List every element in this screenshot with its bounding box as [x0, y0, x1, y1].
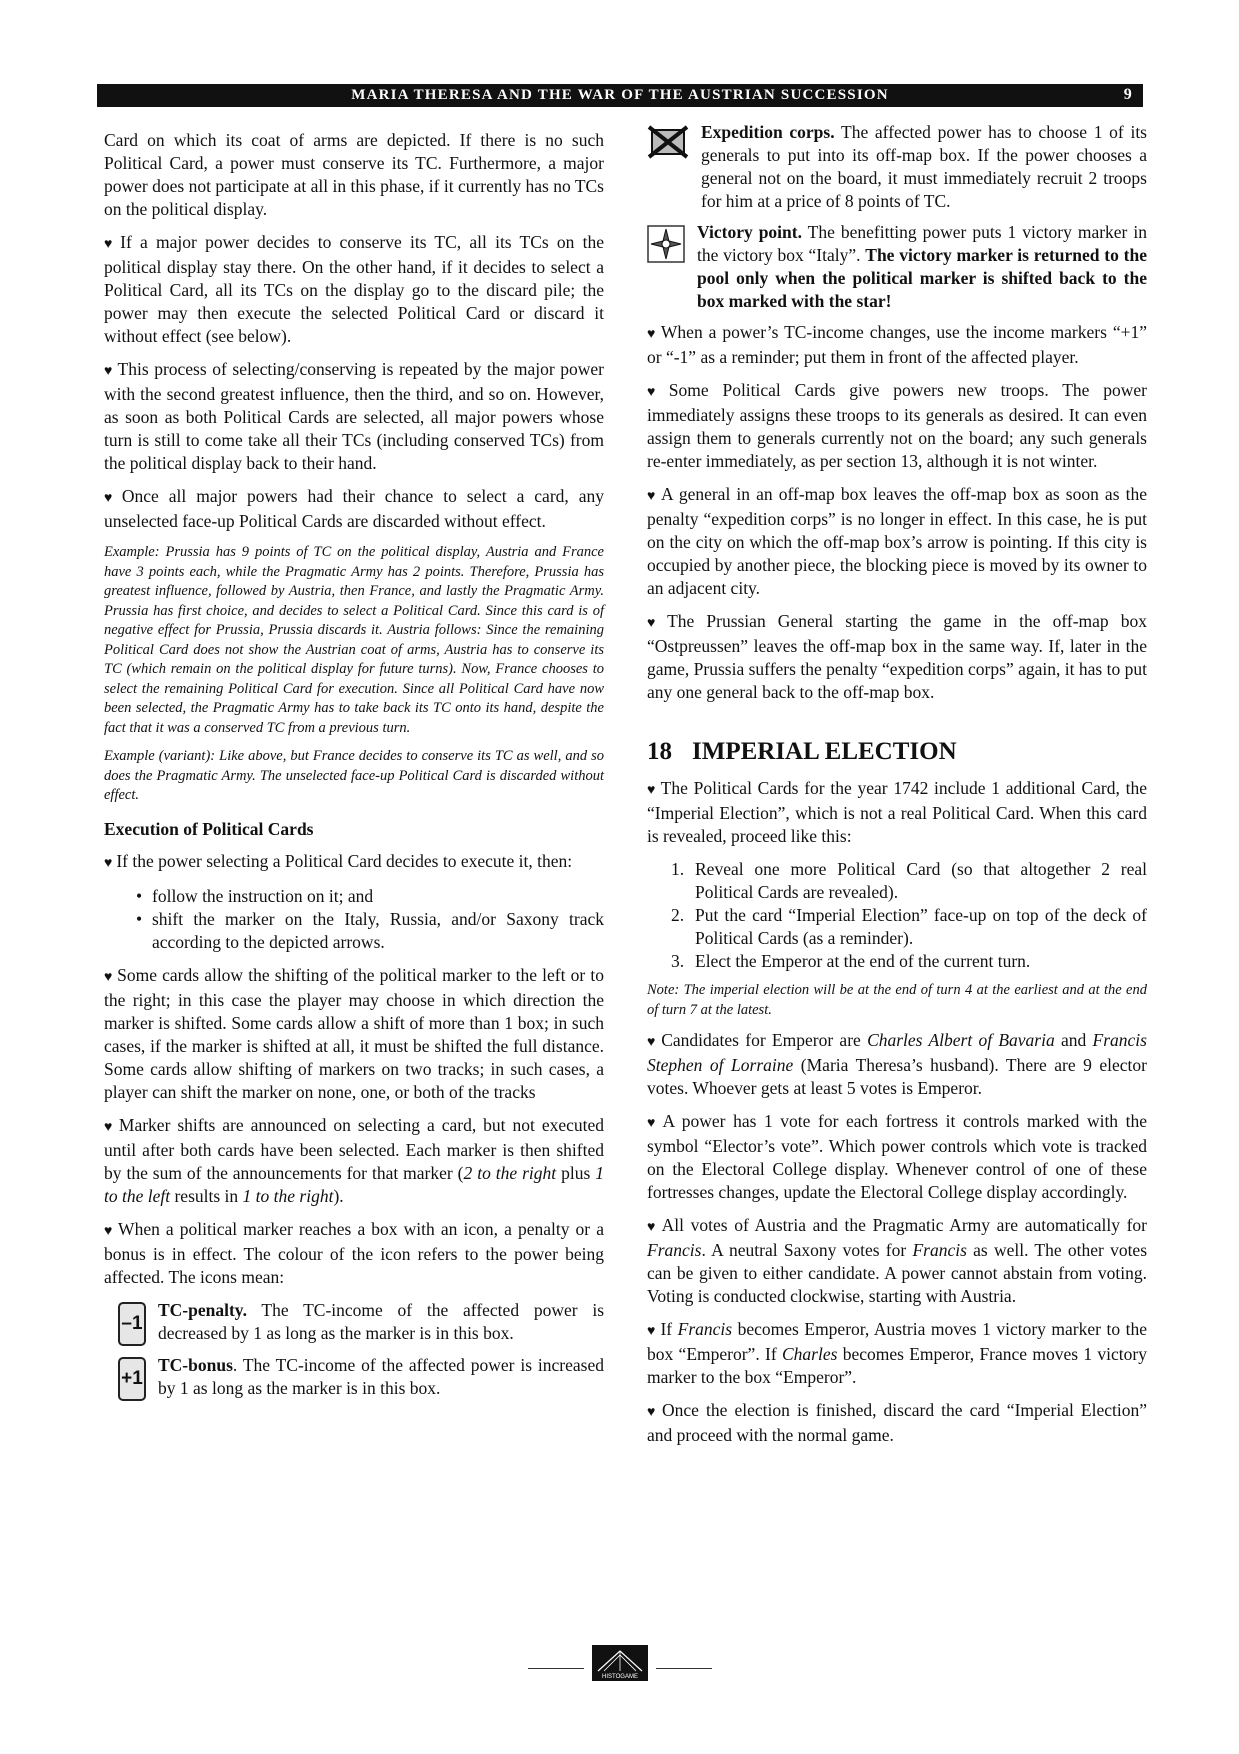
heart-icon: ♥ [647, 1405, 659, 1420]
heart-icon: ♥ [104, 237, 117, 252]
paragraph: Card on which its coat of arms are depicted. If there is no such Political Card, a power must conserve its TC. Furthermore, a major power does not participate at all in this phase, if it currently has no TCs on the political display. [104, 130, 604, 219]
tc-bonus-icon: +1 [118, 1357, 146, 1401]
page-header [97, 84, 1143, 107]
svg-text:HISTOGAME: HISTOGAME [602, 1674, 638, 1680]
heart-icon: ♥ [104, 1223, 115, 1239]
compass-star-icon [647, 225, 685, 269]
paragraph: ♥ When a power’s TC-income changes, use the income markers “+1” or “-1” as a reminder; put them in front of the affected player. [647, 322, 1147, 367]
list-item: 1. Reveal one more Political Card (so that altogether 2 real Political Cards are revealed). [671, 859, 1147, 902]
running-title: MARIA THERESA AND THE WAR OF THE AUSTRIAN SUCCESSION [351, 87, 889, 103]
footer-rule [656, 1668, 712, 1669]
note-text: Note: The imperial election will be at the end of turn 4 at the earliest and at the end of turn 7 at the latest. [647, 982, 1147, 1018]
section-heading: 18 IMPERIAL ELECTION [647, 738, 957, 765]
bullet-list [104, 885, 604, 954]
list-item: • shift the marker on the Italy, Russia, and/or Saxony track according to the depicted arrows. [152, 908, 604, 954]
tc-penalty-entry: –1 TC-penalty. The TC-income of the affected power is decreased by 1 as long as the marker is in this box. [118, 1299, 604, 1346]
paragraph: ♥ All votes of Austria and the Pragmatic Army are automatically for Francis. A neutral Saxony votes for Francis as well. The other votes can be given to either candidate. A power cannot abstain from voting. Voting is conducted clockwise, starting with Austria. [647, 1215, 1148, 1306]
heart-icon: ♥ [104, 1119, 115, 1135]
heart-icon: ♥ [647, 1035, 658, 1050]
paragraph: ♥ Some Political Cards give powers new troops. The power immediately assigns these troops to its generals as desired. It can even assign them to generals currently not on the board; any such generals re-enter immediately, as per section 13, although it is not winter. [647, 380, 1147, 471]
heart-icon: ♥ [647, 385, 665, 400]
heart-icon: ♥ [104, 491, 118, 506]
heart-icon: ♥ [647, 1116, 659, 1131]
list-item: • follow the instruction on it; and [152, 885, 604, 908]
right-column [647, 121, 1147, 1457]
footer-logo [528, 1645, 712, 1681]
heart-icon: ♥ [104, 969, 114, 985]
paragraph: ♥ If a major power decides to conserve its TC, all its TCs on the political display stay there. On the other hand, if it decides to select a Political Card, all its TCs on the display go to the discard pile; the power may then execute the selected Political Card or discard it without effect (see below). [104, 232, 605, 346]
heart-icon: ♥ [647, 783, 657, 798]
list-item: 3. Elect the Emperor at the end of the current turn. [671, 951, 1031, 971]
histogame-logo-icon [592, 1645, 648, 1681]
paragraph: ♥ This process of selecting/conserving is repeated by the major power with the second greatest influence, then the third, and so on. However, as soon as both Political Cards are selected, all major powers whose turn is still to come take all their TCs (including conserved TCs) from the political display back to their hand. [104, 359, 605, 473]
paragraph: ♥ Some cards allow the shifting of the political marker to the left or to the right; in this case the player may choose in which direction the marker is shifted. Some cards allow a shift of more than 1 box; in such cases, if the marker is shifted at all, it must be shifted the full distance. Some cards allow shifting of markers on two tracks; in such cases, a player can shift the marker on none, one, or both of the tracks [104, 964, 604, 1102]
example-text: Example (variant): Like above, but France decides to conserve its TC as well, and so does the Pragmatic Army. The unselected face-up Political Card is discarded without effect. [104, 748, 604, 803]
numbered-list [647, 858, 1147, 973]
example-text: Example: Prussia has 9 points of TC on the political display, Austria and France have 3 points each, while the Pragmatic Army has 2 points. Therefore, Prussia has greatest influence, followed by Austria, then France, and lastly the Pragmatic Army. Prussia has first choice, and decides to select a Political Card. Since this card is of negative effect for Prussia, Prussia discards it. Austria follows: Since the remaining Political Card does not show the Austrian coat of arms, Austria has to conserve its TC (which remain on the political display for future turns). Now, France chooses to select the remaining Political Card for execution. Since all Political Card have now been selected, the Pragmatic Army has to take back its TC onto its hand, despite the fact that it was a conserved TC from a previous turn. [104, 544, 604, 736]
paragraph: ♥ When a political marker reaches a box with an icon, a penalty or a bonus is in effect. The colour of the icon refers to the power being affected. The icons mean: [104, 1218, 605, 1287]
paragraph: ♥ If Francis becomes Emperor, Austria moves 1 victory marker to the box “Emperor”. If Charles becomes Emperor, France moves 1 victory marker to the box “Emperor”. [647, 1319, 1148, 1387]
heart-icon: ♥ [647, 616, 664, 631]
heart-icon: ♥ [104, 855, 113, 871]
paragraph: ♥ Once the election is finished, discard the card “Imperial Election” and proceed with the normal game. [647, 1400, 1148, 1445]
paragraph: ♥ Marker shifts are announced on selecting a card, but not executed until after both cards have been selected. Each marker is then shifted by the sum of the announcements for that marker (2 to the right plus 1 to the left results in 1 to the right). [104, 1114, 604, 1206]
footer-rule [528, 1668, 584, 1669]
heart-icon: ♥ [647, 1220, 658, 1235]
victory-entry: Victory point. The benefitting power puts 1 victory marker in the victory box “Italy”. The victory marker is returned to the pool only when the political marker is shifted back to the box marked with the star! [647, 221, 1147, 313]
heart-icon: ♥ [104, 364, 114, 379]
expedition-entry: Expedition corps. The affected power has to choose 1 of its generals to put into its off-map box. If the power chooses a general not on the board, it must immediately recruit 2 troops for him at a price of 8 points of TC. [647, 121, 1147, 213]
list-item: 2. Put the card “Imperial Election” face-up on top of the deck of Political Cards (as a reminder). [671, 905, 1147, 948]
heart-icon: ♥ [647, 1324, 657, 1339]
crossed-box-icon [647, 125, 689, 165]
tc-bonus-entry: +1 TC-bonus. The TC-income of the affected power is increased by 1 as long as the marker is in this box. [118, 1354, 604, 1401]
heart-icon: ♥ [647, 327, 657, 342]
paragraph: ♥ Once all major powers had their chance to select a card, any unselected face-up Political Cards are discarded without effect. [104, 486, 604, 531]
left-column [104, 129, 604, 1409]
tc-penalty-icon: –1 [118, 1302, 146, 1346]
paragraph: ♥ The Political Cards for the year 1742 include 1 additional Card, the “Imperial Election”, which is not a real Political Card. When this card is revealed, proceed like this: [647, 778, 1147, 846]
paragraph: ♥ A power has 1 vote for each fortress it controls marked with the symbol “Elector’s vote”. Which power controls which vote is tracked on the Electoral College display. Whenever control of one of these fortresses changes, update the Electoral College display accordingly. [647, 1111, 1148, 1202]
paragraph: ♥ A general in an off-map box leaves the off-map box as soon as the penalty “expedition corps” is no longer in effect. In this case, he is put on the city on which the off-map box’s arrow is pointing. If this city is occupied by another piece, the blocking piece is moved by its owner to an adjacent city. [647, 484, 1147, 598]
paragraph: ♥ Candidates for Emperor are Charles Albert of Bavaria and Francis Stephen of Lorraine (Maria Theresa’s husband). There are 9 elector votes. Whoever gets at least 5 votes is Emperor. [647, 1030, 1147, 1098]
subheading: Execution of Political Cards [104, 818, 314, 839]
paragraph: ♥ If the power selecting a Political Card decides to execute it, then: [104, 850, 573, 871]
page-number: 9 [1123, 86, 1133, 103]
heart-icon: ♥ [647, 489, 658, 504]
paragraph: ♥ The Prussian General starting the game in the off-map box “Ostpreussen” leaves the off-map box in the same way. If, later in the game, Prussia suffers the penalty “expedition corps” again, it has to put any one general back to the off-map box. [647, 611, 1148, 702]
